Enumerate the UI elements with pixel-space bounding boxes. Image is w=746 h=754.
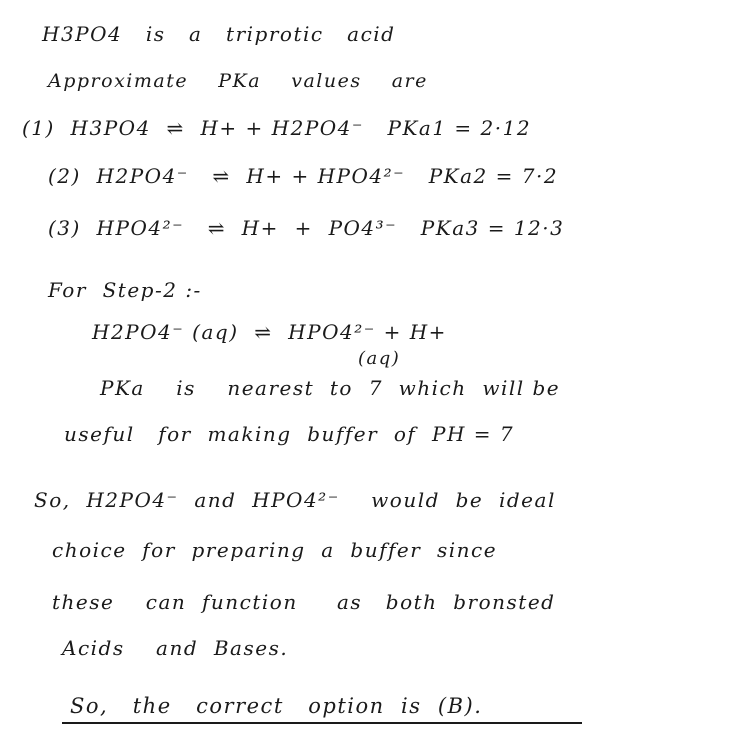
- intro-statement: H3PO4 is a triprotic acid: [42, 22, 396, 46]
- dissociation-step-2: (2) H2PO4⁻ ⇌ H+ + HPO4²⁻ PKa2 = 7·2: [48, 164, 559, 188]
- reasoning-line-2: useful for making buffer of PH = 7: [64, 422, 515, 446]
- step-2-heading: For Step-2 :-: [48, 278, 202, 302]
- conclusion-line-4: Acids and Bases.: [62, 636, 289, 660]
- step-2-equation: H2PO4⁻ (aq) ⇌ HPO4²⁻ + H+: [92, 320, 447, 344]
- conclusion-line-3: these can function as both bronsted: [52, 590, 556, 614]
- final-answer-underline: [62, 722, 582, 724]
- dissociation-step-1: (1) H3PO4 ⇌ H+ + H2PO4⁻ PKa1 = 2·12: [22, 116, 532, 140]
- conclusion-line-1: So, H2PO4⁻ and HPO4²⁻ would be ideal: [34, 488, 556, 512]
- pka-values-heading: Approximate PKa values are: [48, 70, 428, 92]
- dissociation-step-3: (3) HPO4²⁻ ⇌ H+ + PO4³⁻ PKa3 = 12·3: [48, 216, 565, 240]
- step-2-equation-state: (aq): [358, 348, 401, 369]
- final-answer: So, the correct option is (B).: [70, 694, 483, 718]
- reasoning-line-1: PKa is nearest to 7 which will be: [100, 376, 561, 400]
- conclusion-line-2: choice for preparing a buffer since: [52, 538, 498, 562]
